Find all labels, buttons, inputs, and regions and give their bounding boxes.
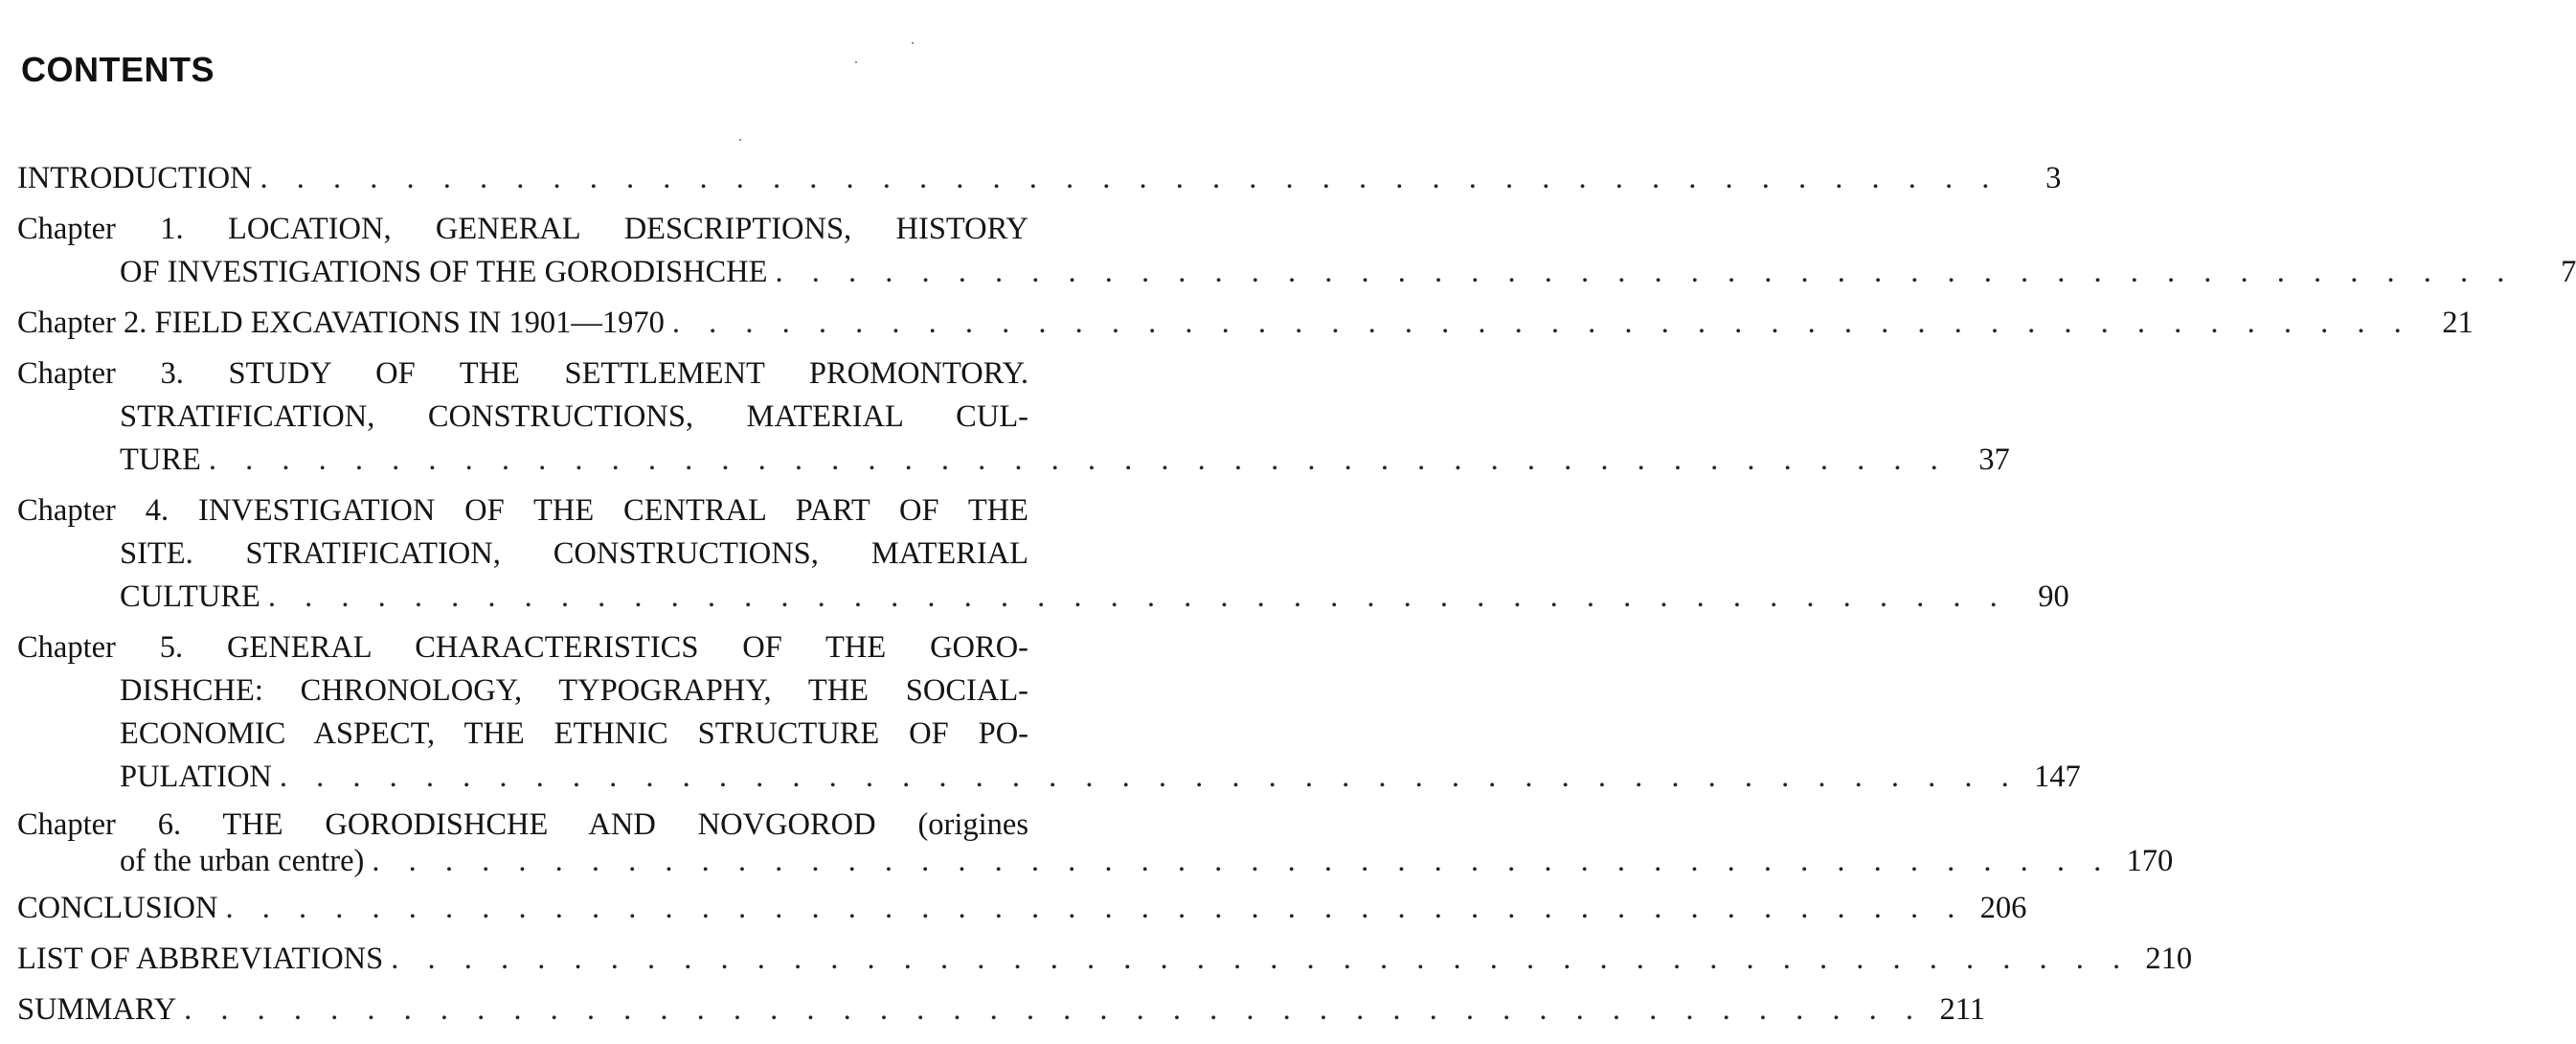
toc-page-number: 147 [2034, 760, 2081, 794]
toc-entry-introduction [17, 157, 2062, 200]
dot-leader: . . . . . . . . . . . . . . . . . . . . . . . . . . . . . . . . . . . . . . . . . . . . . . . . [225, 891, 1966, 925]
toc-entry-summary [17, 988, 1986, 1032]
toc-entry-title-continued: PULATION [120, 760, 272, 794]
toc-entry-chapter-4 [17, 489, 2069, 619]
toc-entry-chapter-1 [17, 208, 2576, 294]
toc-line: Chapter 6. THE GORODISHCHE AND NOVGOROD (origines [17, 807, 1028, 842]
scan-speck [855, 61, 857, 63]
toc-line: SITE. STRATIFICATION, CONSTRUCTIONS, MATERIAL [120, 536, 1028, 571]
dot-leader: . . . . . . . . . . . . . . . . . . . . . . . . . . . . . . . . . . . . . . . . . . . . . . . . [391, 942, 2132, 976]
toc-entry-title-continued: OF INVESTIGATIONS OF THE GORODISHCHE [120, 255, 768, 289]
toc-entry-title-continued: TURE [120, 443, 201, 477]
toc-line [17, 938, 2193, 981]
toc-entry-abbreviations [17, 938, 2193, 981]
toc-entry-title: Chapter 2. FIELD EXCAVATIONS IN 1901—1970 [17, 306, 665, 340]
toc-page-number: 3 [2045, 161, 2062, 195]
dot-leader: . . . . . . . . . . . . . . . . . . . . . . . . . . . . . . . . . . . . . . . . . . . . . . . . [267, 579, 2008, 614]
toc-line: DISHCHE: CHRONOLOGY, TYPOGRAPHY, THE SOCIAL- [120, 673, 1028, 708]
toc-line: STRATIFICATION, CONSTRUCTIONS, MATERIAL CUL- [120, 399, 1028, 434]
toc-line: Chapter 5. GENERAL CHARACTERISTICS OF THE GORO- [17, 630, 1028, 665]
toc-entry-title: LIST OF ABBREVIATIONS [17, 942, 384, 976]
toc-page-number: 170 [2126, 844, 2174, 878]
toc-entry-chapter-6 [17, 806, 2174, 879]
toc-entry-chapter-2 [17, 302, 2474, 345]
toc-page-number: 90 [2038, 579, 2069, 614]
toc-entry-title-continued: CULTURE [120, 579, 260, 614]
toc-line [17, 157, 2062, 200]
toc-line: Chapter 3. STUDY OF THE SETTLEMENT PROMONTORY. [17, 356, 1028, 391]
toc-line [17, 439, 2010, 482]
toc-line: Chapter 1. LOCATION, GENERAL DESCRIPTIONS, HISTORY [17, 212, 1028, 246]
toc-entry-title: INTRODUCTION [17, 161, 253, 195]
dot-leader: . . . . . . . . . . . . . . . . . . . . . . . . . . . . . . . . . . . . . . . . . . . . . . . . [279, 760, 2020, 794]
toc-line [17, 843, 2174, 879]
table-of-contents [17, 157, 2576, 1039]
dot-leader: . . . . . . . . . . . . . . . . . . . . . . . . . . . . . . . . . . . . . . . . . . . . . . . . [671, 306, 2412, 340]
scan-speck [739, 139, 741, 141]
toc-page-number: 211 [1939, 992, 1986, 1027]
toc-line [17, 576, 2069, 619]
toc-line [17, 887, 2027, 930]
scan-speck [912, 42, 914, 44]
toc-line [17, 756, 2081, 799]
toc-page-number: 210 [2145, 942, 2193, 976]
toc-entry-title: SUMMARY [17, 992, 177, 1027]
dot-leader: . . . . . . . . . . . . . . . . . . . . . . . . . . . . . . . . . . . . . . . . . . . . . . . . [184, 992, 1925, 1027]
toc-entry-title: CONCLUSION [17, 891, 218, 925]
toc-page-number: 21 [2442, 306, 2474, 340]
toc-line: ECONOMIC ASPECT, THE ETHNIC STRUCTURE OF PO- [120, 716, 1028, 751]
toc-page-number: 7 [2561, 255, 2576, 289]
toc-line [17, 251, 2576, 294]
dot-leader: . . . . . . . . . . . . . . . . . . . . . . . . . . . . . . . . . . . . . . . . . . . . . . . . [260, 161, 2000, 195]
dot-leader: . . . . . . . . . . . . . . . . . . . . . . . . . . . . . . . . . . . . . . . . . . . . . . . . [372, 844, 2113, 878]
toc-entry-chapter-5 [17, 626, 2081, 799]
toc-entry-chapter-3 [17, 352, 2010, 482]
toc-entry-title-continued: of the urban centre) [120, 844, 365, 878]
toc-entry-conclusion [17, 887, 2027, 930]
dot-leader: . . . . . . . . . . . . . . . . . . . . . . . . . . . . . . . . . . . . . . . . . . . . . . . . [775, 255, 2516, 289]
toc-line: Chapter 4. INVESTIGATION OF THE CENTRAL PART OF THE [17, 493, 1028, 528]
toc-page-number: 37 [1978, 443, 2010, 477]
toc-line [17, 302, 2474, 345]
toc-page-number: 206 [1979, 891, 2027, 925]
page-heading: CONTENTS [21, 50, 215, 89]
toc-line [17, 988, 1986, 1032]
dot-leader: . . . . . . . . . . . . . . . . . . . . . . . . . . . . . . . . . . . . . . . . . . . . . . . . [208, 443, 1949, 477]
